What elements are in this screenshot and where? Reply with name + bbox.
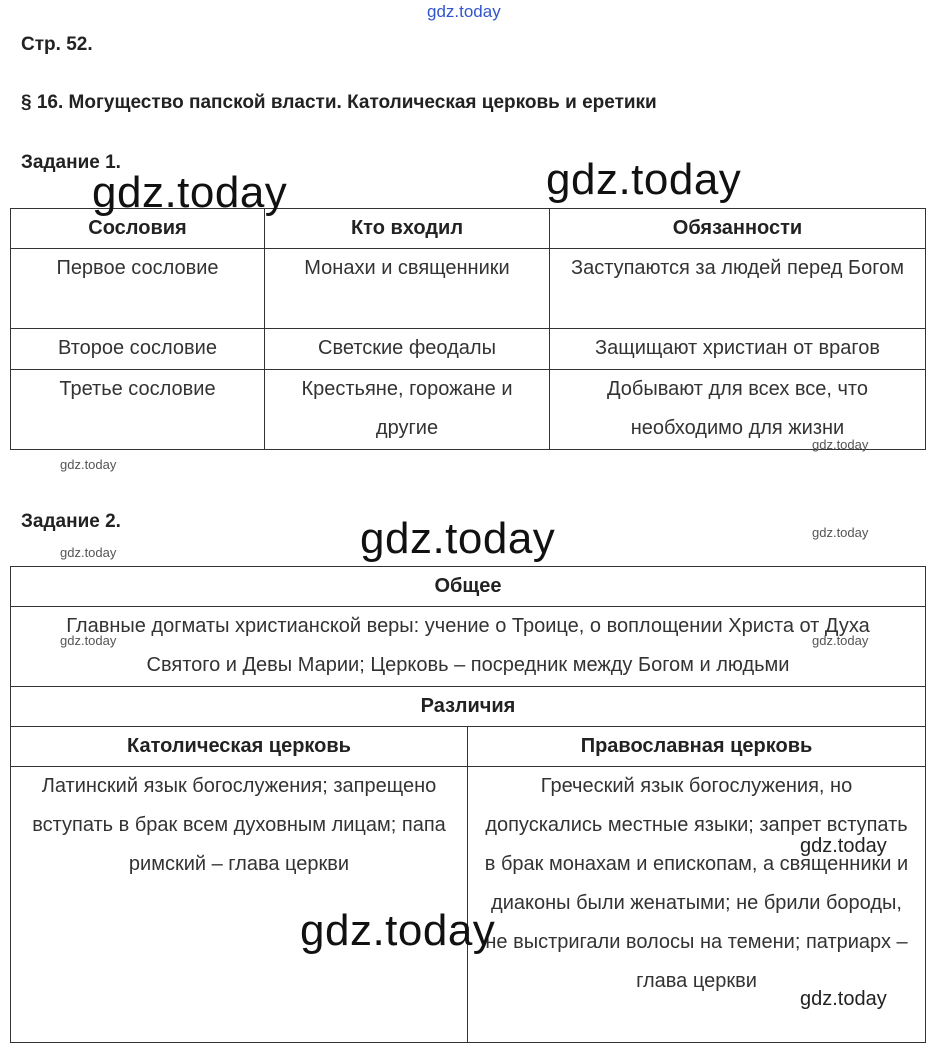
task2-heading: Задание 2. xyxy=(21,511,121,532)
watermark-small: gdz.today xyxy=(60,457,117,472)
column-header: Обязанности xyxy=(550,209,926,249)
catholic-header: Католическая церковь xyxy=(11,727,468,767)
column-header: Сословия xyxy=(11,209,265,249)
watermark: gdz.today xyxy=(92,168,288,217)
table-cell: Первое сословие xyxy=(11,249,265,329)
differences-header-row xyxy=(11,687,926,727)
common-row xyxy=(11,607,926,687)
catholic-text: Латинский язык богослужения; запрещено вступать в брак всем духовным лицам; папа римский – глава церкви xyxy=(11,767,468,1043)
estates-table xyxy=(10,208,926,450)
watermark-small: gdz.today xyxy=(812,525,869,540)
common-header: Общее xyxy=(11,567,926,607)
table-cell: Светские феодалы xyxy=(265,329,550,370)
watermark: gdz.today xyxy=(360,514,556,563)
watermark: gdz.today xyxy=(300,906,496,955)
orthodox-text: Греческий язык богослужения, но допускались местные языки; запрет вступать в брак монахам и епископам, а священники и диаконы были женатыми; не брили бороды, не выстригали волосы на темени; патриарх – глава церкви xyxy=(468,767,926,1043)
orthodox-header: Православная церковь xyxy=(468,727,926,767)
table-cell: Третье сословие xyxy=(11,370,265,450)
watermark-top: gdz.today xyxy=(427,2,501,21)
table-cell: Крестьяне, горожане и другие xyxy=(265,370,550,450)
table-cell: Заступаются за людей перед Богом xyxy=(550,249,926,329)
table-row xyxy=(11,370,926,450)
churches-header-row xyxy=(11,727,926,767)
churches-row xyxy=(11,767,926,1043)
column-header: Кто входил xyxy=(265,209,550,249)
watermark-medium: gdz.today xyxy=(800,988,887,1010)
common-text: Главные догматы христианской веры: учение о Троице, о воплощении Христа от Духа Святого и Девы Марии; Церковь – посредник между Богом и людьми xyxy=(11,607,926,687)
table-row xyxy=(11,249,926,329)
table-row xyxy=(11,329,926,370)
watermark-small: gdz.today xyxy=(60,545,117,560)
watermark-small: gdz.today xyxy=(812,633,869,648)
table-cell: Монахи и священники xyxy=(265,249,550,329)
common-header-row xyxy=(11,567,926,607)
table-cell: Второе сословие xyxy=(11,329,265,370)
watermark-small: gdz.today xyxy=(60,633,117,648)
watermark-medium: gdz.today xyxy=(800,835,887,857)
watermark-small: gdz.today xyxy=(812,437,869,452)
page-label: Стр. 52. xyxy=(21,34,93,55)
table-cell: Добывают для всех все, что необходимо для жизни xyxy=(550,370,926,450)
churches-table xyxy=(10,566,926,1043)
table-cell: Защищают христиан от врагов xyxy=(550,329,926,370)
task1-heading: Задание 1. xyxy=(21,152,121,173)
watermark: gdz.today xyxy=(546,155,742,204)
section-title: § 16. Могущество папской власти. Католическая церковь и еретики xyxy=(21,92,657,113)
differences-header: Различия xyxy=(11,687,926,727)
